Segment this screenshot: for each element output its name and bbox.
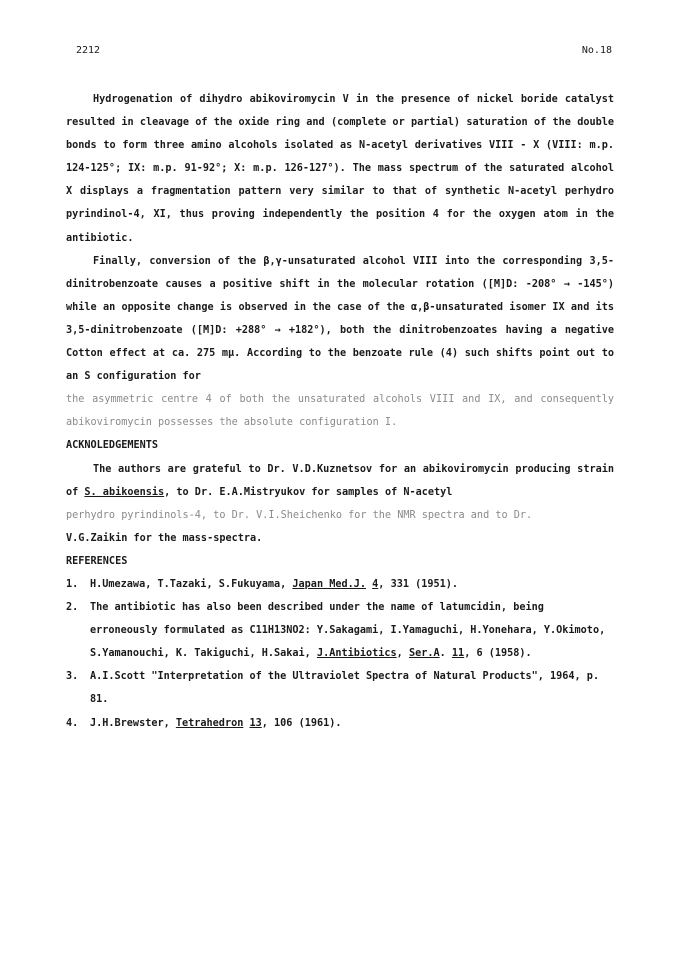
volume-number: 11 [451, 648, 465, 660]
journal-title: J.Antibiotics [316, 648, 397, 660]
ack-text-2: , to Dr. E.A.Mistryukov for samples of N-acetyl [164, 486, 453, 498]
page-number: 2212 [76, 45, 101, 56]
acknowledgements-heading: ACKNOLEDGEMENTS [66, 440, 159, 452]
reference-number: 2. [66, 602, 79, 614]
reference-item: 3. A.I.Scott "Interpretation of the Ultraviolet Spectra of Natural Products", 1964, p. 81. [66, 665, 614, 711]
acknowledgements-text-end: V.G.Zaikin for the mass-spectra. [66, 532, 263, 544]
reference-number: 4. [66, 717, 79, 729]
paragraph-hydrogenation: Hydrogenation of dihydro abikoviromycin V in the presence of nickel boride catalyst resulted in cleavage of the oxide ring and (complete or partial) saturation of the double bonds to form three amino alcohols isolated as N-acetyl derivatives VIII - X (VIII: m.p. 124-125°; IX: m.p. 91-92°; X: m.p. 126-127°). The mass spectrum of the saturated alcohol X displays a fragmentation pattern very similar to that of synthetic N-acetyl perhydro pyrindinol-4, XI, thus proving independently the position 4 for the oxygen atom in the antibiotic. [66, 94, 614, 244]
reference-item: 1. H.Umezawa, T.Tazaki, S.Fukuyama, Japan Med.J. 4, 331 (1951). [66, 573, 614, 596]
references-heading: REFERENCES [66, 555, 128, 567]
ack-species: S. abikoensis [84, 486, 165, 498]
journal-title: Tetrahedron [175, 717, 244, 729]
ack-text-1: The authors are grateful to Dr. V.D.Kuznetsov for an abikoviromycin producing strain of [66, 463, 614, 498]
acknowledgements-text [66, 458, 614, 504]
journal-title: Japan Med.J. [292, 578, 367, 590]
reference-number: 1. [66, 578, 79, 590]
reference-item: 2. The antibiotic has also been described under the name of latumcidin, being erroneously formulated as C11H13NO2: Y.Sakagami, I.Yamaguchi, H.Yonehara, Y.Okimoto, S.Yamanouchi, K. Takiguchi, H.Sakai, J.Antibiotics, Ser.A. 11, 6 (1958). [66, 596, 614, 665]
paragraph-configuration-faded: the asymmetric centre 4 of both the unsaturated alcohols VIII and IX, and consequently abikoviromycin possesses the absolute configuration I. [66, 394, 614, 429]
journal-series: Ser.A [408, 648, 440, 660]
volume-number: 13 [249, 717, 262, 729]
paragraph-configuration: Finally, conversion of the β,γ-unsaturated alcohol VIII into the corresponding 3,5-dinitrobenzoate causes a positive shift in the molecular rotation ([M]D: -208° → -145°) while an opposite change is observed in the case of the α,β-unsaturated isomer IX and its 3,5-dinitrobenzoate ([M]D: +288° → +182°), both the dinitrobenzoates having a negative Cotton effect at ca. 275 mμ. According to the benzoate rule (4) such shifts point out to an S configuration for [66, 255, 614, 383]
article-body [66, 88, 614, 735]
references-list [66, 573, 614, 735]
volume-number: 4 [372, 578, 379, 590]
issue-number: No.18 [581, 45, 612, 56]
reference-item: 4. J.H.Brewster, Tetrahedron 13, 106 (1961). [66, 712, 614, 735]
reference-number: 3. [66, 671, 79, 683]
page-header [76, 45, 612, 61]
acknowledgements-text-faded: perhydro pyrindinols-4, to Dr. V.I.Sheichenko for the NMR spectra and to Dr. [66, 509, 533, 521]
